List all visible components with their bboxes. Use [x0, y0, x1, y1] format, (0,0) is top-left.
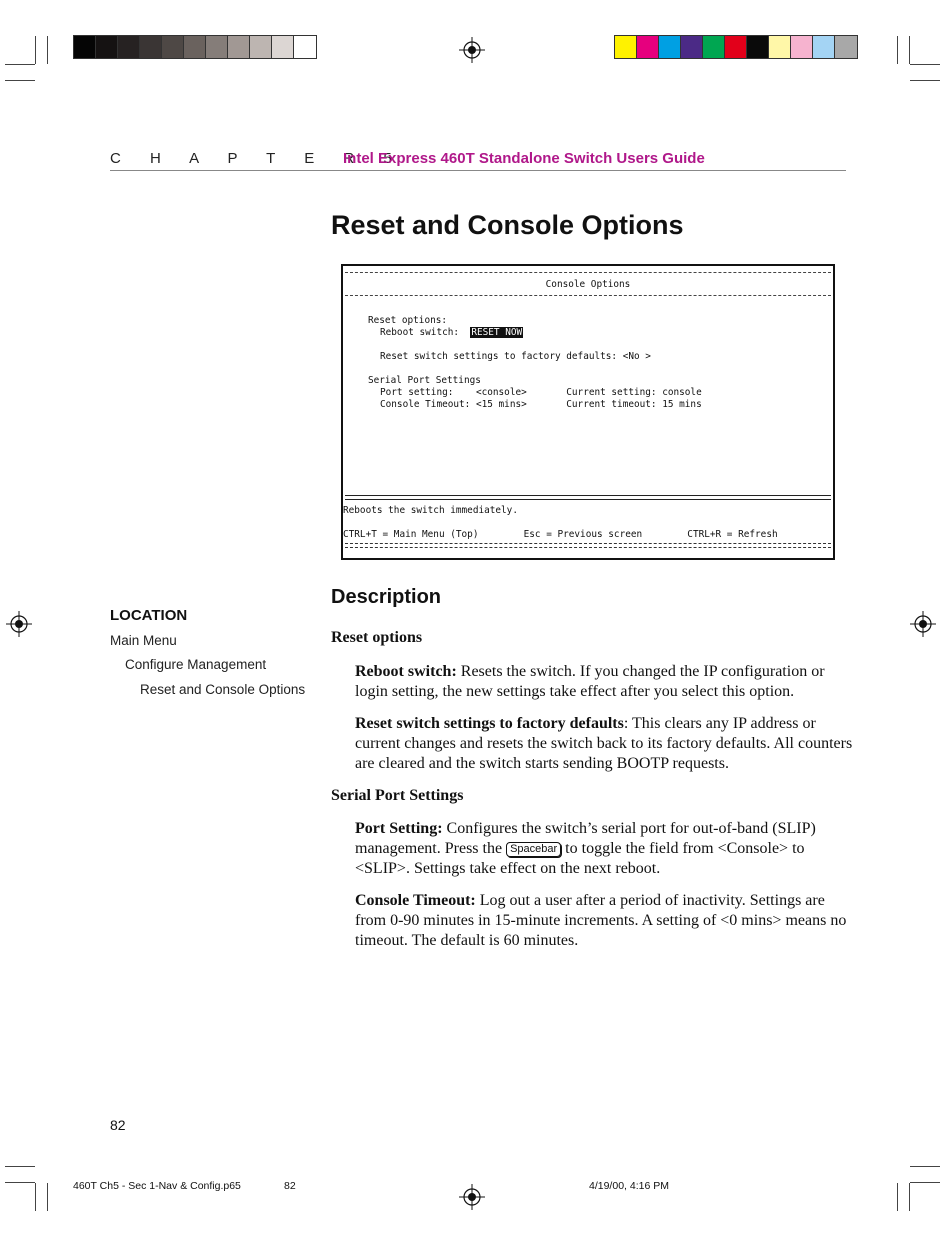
gray-swatch [272, 36, 294, 58]
factory-defaults-field[interactable]: Reset switch settings to factory defaults: <No > [380, 351, 651, 362]
reboot-text: Resets the switch. If you changed the IP configuration or login setting, the new settings take effect after you select this option. [355, 663, 825, 700]
color-swatch [703, 36, 725, 58]
location-path-item: Reset and Console Options [140, 682, 306, 697]
console-footer-keys: CTRL+T = Main Menu (Top) Esc = Previous screen CTRL+R = Refresh [343, 529, 778, 540]
port-term: Port Setting: [355, 820, 443, 837]
console-timeout-field[interactable]: Console Timeout: <15 mins> Current timeout: 15 mins [380, 399, 702, 410]
crop-mark [910, 64, 940, 65]
color-bar [614, 35, 858, 59]
reboot-paragraph [355, 662, 855, 702]
color-swatch [813, 36, 835, 58]
crop-mark [910, 1182, 940, 1183]
color-swatch [791, 36, 813, 58]
color-swatch [769, 36, 791, 58]
crop-mark [897, 36, 898, 64]
crop-mark [909, 36, 910, 64]
gray-swatch [294, 36, 316, 58]
divider [345, 495, 831, 500]
reset-options-label: Reset options: [368, 315, 448, 326]
registration-mark-icon [910, 611, 936, 637]
timeout-text: Log out a user after a period of inactivity. Settings are from 0-90 minutes in 15-minute increments. A setting of <0 mins> means no timeout. The default is 60 minutes. [355, 892, 847, 949]
color-swatch [681, 36, 703, 58]
chapter-label: C H A P T E R 5 [110, 150, 405, 167]
crop-mark [5, 80, 35, 81]
color-swatch [725, 36, 747, 58]
console-heading: Console Options [545, 279, 631, 290]
color-swatch [659, 36, 681, 58]
registration-mark-icon [6, 611, 32, 637]
gray-swatch [96, 36, 118, 58]
header-rule [110, 170, 846, 171]
footer-page: 82 [284, 1180, 296, 1192]
color-swatch [637, 36, 659, 58]
crop-mark [5, 1182, 35, 1183]
gray-swatch [74, 36, 96, 58]
location-path-item: Main Menu [110, 633, 177, 648]
page-title: Reset and Console Options [331, 210, 684, 240]
color-swatch [747, 36, 769, 58]
crop-mark [910, 80, 940, 81]
crop-mark [910, 1166, 940, 1167]
timeout-paragraph [355, 891, 855, 951]
crop-mark [5, 64, 35, 65]
guide-title: Intel Express 460T Standalone Switch Users Guide [343, 150, 705, 167]
status-line: Reboots the switch immediately. [343, 505, 518, 516]
crop-mark [47, 36, 48, 64]
reboot-switch-label: Reboot switch: [380, 327, 460, 338]
footer-file: 460T Ch5 - Sec 1-Nav & Config.p65 [73, 1180, 241, 1192]
crop-mark [897, 1183, 898, 1211]
gray-swatch [118, 36, 140, 58]
gray-swatch [228, 36, 250, 58]
grayscale-bar [73, 35, 317, 59]
reset-options-heading: Reset options [331, 629, 423, 646]
gray-swatch [140, 36, 162, 58]
factory-text: : This clears any IP address or current changes and resets the switch back to its factory defaults. All counters are cleared and the switch starts sending BOOTP requests. [355, 715, 853, 772]
crop-mark [35, 1183, 36, 1211]
factory-term: Reset switch settings to factory defaults [355, 715, 624, 732]
crop-mark [35, 36, 36, 64]
gray-swatch [250, 36, 272, 58]
console-screenshot [341, 264, 835, 560]
registration-mark-icon [459, 37, 485, 63]
timeout-term: Console Timeout: [355, 892, 476, 909]
gray-swatch [184, 36, 206, 58]
color-swatch [615, 36, 637, 58]
factory-paragraph [355, 714, 855, 774]
port-paragraph [355, 819, 855, 879]
divider [345, 543, 831, 548]
port-text: to toggle the field from <Console> to <SLIP>. Settings take effect on the next reboot. [355, 840, 805, 877]
reset-now-button[interactable]: RESET NOW [471, 327, 523, 338]
crop-mark [47, 1183, 48, 1211]
location-title: LOCATION [110, 607, 188, 624]
color-swatch [835, 36, 857, 58]
description-heading: Description [331, 586, 442, 608]
reboot-term: Reboot switch: [355, 663, 457, 680]
gray-swatch [206, 36, 228, 58]
spacebar-key-icon: Spacebar [506, 842, 561, 857]
serial-port-label: Serial Port Settings [368, 375, 481, 386]
footer-date: 4/19/00, 4:16 PM [589, 1180, 669, 1192]
crop-mark [909, 1183, 910, 1211]
serial-port-heading: Serial Port Settings [331, 787, 464, 804]
page-number: 82 [110, 1117, 126, 1133]
gray-swatch [162, 36, 184, 58]
port-setting-field[interactable]: Port setting: <console> Current setting: console [380, 387, 702, 398]
divider [345, 295, 831, 296]
port-text: Configures the switch’s serial port for out-of-band (SLIP) management. Press the [355, 820, 816, 857]
crop-mark [5, 1166, 35, 1167]
divider [345, 272, 831, 273]
registration-mark-icon [459, 1184, 485, 1210]
location-path-item: Configure Management [125, 657, 267, 672]
